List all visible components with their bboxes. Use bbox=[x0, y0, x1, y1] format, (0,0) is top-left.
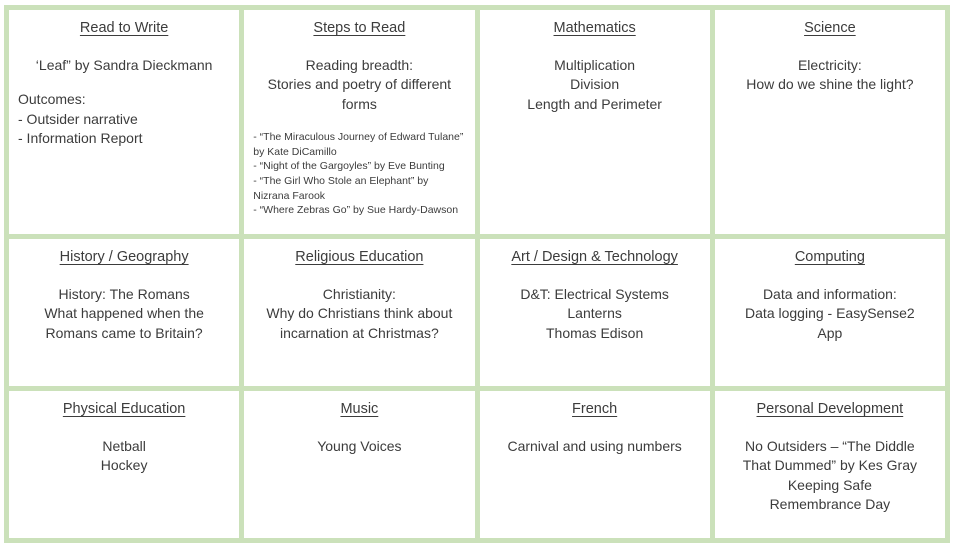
body-line: Multiplication bbox=[554, 57, 636, 73]
body-line: How do we shine the light? bbox=[746, 76, 914, 93]
cell-physical-education bbox=[9, 391, 239, 538]
cell-art-design-technology bbox=[480, 239, 710, 386]
body-line: Keeping Safe bbox=[787, 476, 872, 493]
curriculum-grid bbox=[4, 5, 950, 543]
cell-steps-to-read bbox=[244, 10, 474, 234]
cell-title: Read to Write bbox=[79, 20, 169, 36]
cell-title: Computing bbox=[794, 249, 865, 265]
body-line: History: The Romans bbox=[58, 286, 190, 302]
body-line: Data and information: bbox=[762, 286, 897, 302]
body-line: Carnival and using numbers bbox=[507, 438, 682, 454]
body-line: Lanterns bbox=[567, 305, 622, 322]
book-item: - “Where Zebras Go” by Sue Hardy-Dawson bbox=[253, 204, 459, 217]
cell-computing bbox=[715, 239, 945, 386]
book-item: - “The Girl Who Stole an Elephant” by Nizrana Farook bbox=[253, 175, 429, 202]
cell-french bbox=[480, 391, 710, 538]
body-line: Christianity: bbox=[322, 286, 396, 302]
cell-religious-education bbox=[244, 239, 474, 386]
body-line: Young Voices bbox=[317, 438, 402, 454]
cell-title: French bbox=[572, 401, 618, 417]
cell-read-to-write bbox=[9, 10, 239, 234]
book-line: ‘Leaf” by Sandra Dieckmann bbox=[35, 57, 213, 73]
body-line: Length and Perimeter bbox=[527, 95, 662, 112]
body-line: incarnation at Christmas? bbox=[280, 324, 439, 341]
body-line: Romans came to Britain? bbox=[45, 324, 203, 341]
body-line: D&T: Electrical Systems bbox=[520, 286, 669, 302]
body-line: Thomas Edison bbox=[545, 324, 644, 341]
cell-title: Science bbox=[804, 20, 856, 36]
body-line: That Dummed” by Kes Gray bbox=[742, 457, 918, 474]
cell-title: Music bbox=[340, 401, 379, 417]
body-line: What happened when the bbox=[44, 305, 204, 322]
cell-title: Religious Education bbox=[295, 249, 424, 265]
cell-science bbox=[715, 10, 945, 234]
book-item: - “The Miraculous Journey of Edward Tulane” by Kate DiCamillo bbox=[253, 130, 464, 158]
cell-title: Steps to Read bbox=[313, 20, 406, 36]
outcomes-block bbox=[18, 90, 230, 148]
body-line: Why do Christians think about bbox=[266, 305, 453, 322]
outcome-item: - Information Report bbox=[18, 129, 143, 146]
body-line: Netball bbox=[102, 438, 146, 454]
body-line: No Outsiders – “The Diddle bbox=[745, 438, 915, 454]
body-line: Division bbox=[570, 76, 620, 93]
body-line: Data logging - EasySense2 bbox=[745, 305, 915, 322]
cell-title: Physical Education bbox=[62, 401, 186, 417]
cell-title: Art / Design & Technology bbox=[511, 249, 678, 265]
cell-music bbox=[244, 391, 474, 538]
body-line: Electricity: bbox=[797, 57, 862, 73]
cell-title: History / Geography bbox=[59, 249, 189, 265]
outcomes-heading: Outcomes: bbox=[18, 91, 86, 108]
body-line: forms bbox=[341, 95, 377, 112]
body-line: App bbox=[817, 324, 843, 341]
cell-title: Personal Development bbox=[756, 401, 904, 417]
body-line: Remembrance Day bbox=[769, 495, 891, 512]
body-line: Reading breadth: bbox=[305, 57, 414, 73]
outcome-item: - Outsider narrative bbox=[18, 110, 138, 127]
reading-book-list bbox=[253, 130, 465, 218]
body-line: Hockey bbox=[100, 457, 148, 474]
cell-title: Mathematics bbox=[553, 20, 636, 36]
cell-personal-development bbox=[715, 391, 945, 538]
cell-history-geography bbox=[9, 239, 239, 386]
cell-mathematics bbox=[480, 10, 710, 234]
book-item: - “Night of the Gargoyles” by Eve Bunting bbox=[253, 160, 445, 173]
body-line: Stories and poetry of different bbox=[267, 76, 452, 93]
